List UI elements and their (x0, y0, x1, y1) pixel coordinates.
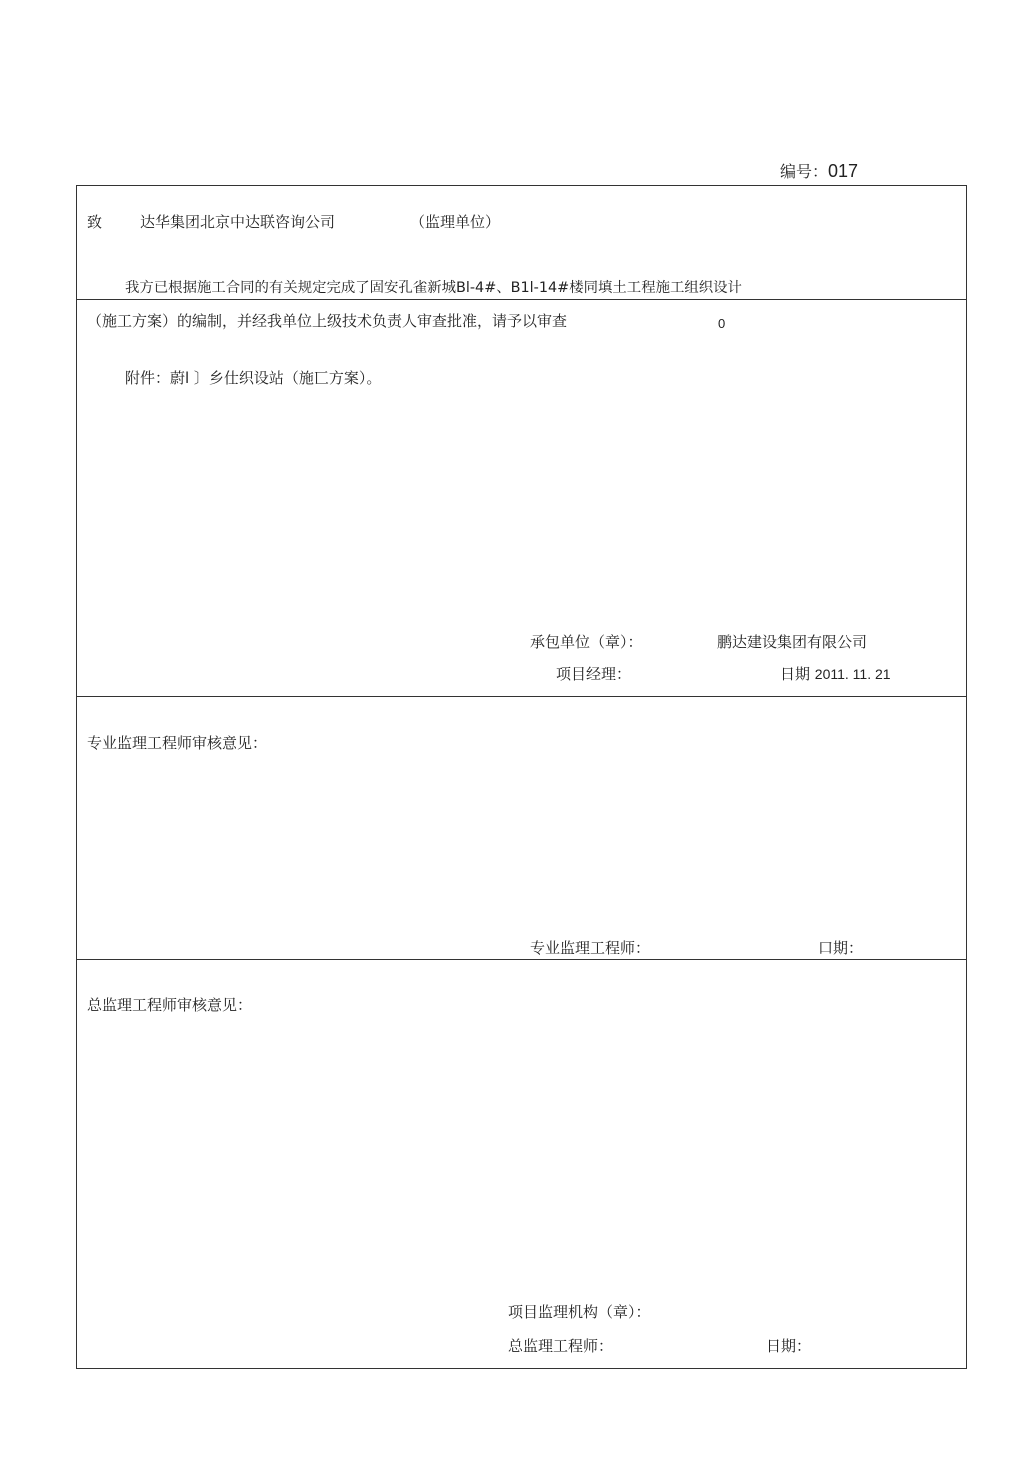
serial-number (780, 162, 858, 181)
divider-3 (76, 959, 967, 960)
serial-value: 017 (828, 161, 859, 181)
manager-label: 项目经理： (556, 665, 632, 683)
attachment-line: 附件：蔚l 〕乡仕织设站（施匸方案）。 (125, 369, 382, 387)
to-role: （监理单位） (410, 213, 501, 231)
to-company: 达华集团北京中达联咨询公司 (140, 213, 336, 231)
date-label: 日期 (780, 665, 811, 683)
form-frame (76, 185, 967, 1369)
to-label: 致 (87, 213, 103, 231)
date-field (780, 665, 891, 683)
body-line-2: （施工方案）的编制，并经我单位上级技术负责人审查批准，请予以审查 (87, 312, 568, 330)
engineer-signature-label: 专业监理工程师： (530, 939, 651, 957)
contractor-label: 承包单位（章）： (530, 633, 643, 651)
serial-label: 编号： (780, 162, 829, 181)
contractor-value: 鹏达建设集团有限公司 (717, 633, 868, 651)
chief-review-title: 总监理工程师审核意见： (87, 996, 253, 1014)
chief-date-label: 日期： (766, 1337, 812, 1355)
engineer-review-title: 专业监理工程师审核意见： (87, 734, 268, 752)
divider-2 (76, 696, 967, 697)
body-line-1: 我方已根据施工合同的有关规定完成了固安孔雀新城Bl-4#、B1l-14#楼同填土工程施工组织设计 (125, 280, 742, 296)
engineer-date-label: 口期： (818, 939, 864, 957)
chief-signature-label: 总监理工程师： (508, 1337, 614, 1355)
divider-1 (76, 299, 967, 300)
date-value: 2011. 11. 21 (814, 666, 891, 682)
supervision-org-label: 项目监理机构（章）： (508, 1303, 651, 1321)
body-line-2-suffix: 0 (718, 316, 726, 331)
